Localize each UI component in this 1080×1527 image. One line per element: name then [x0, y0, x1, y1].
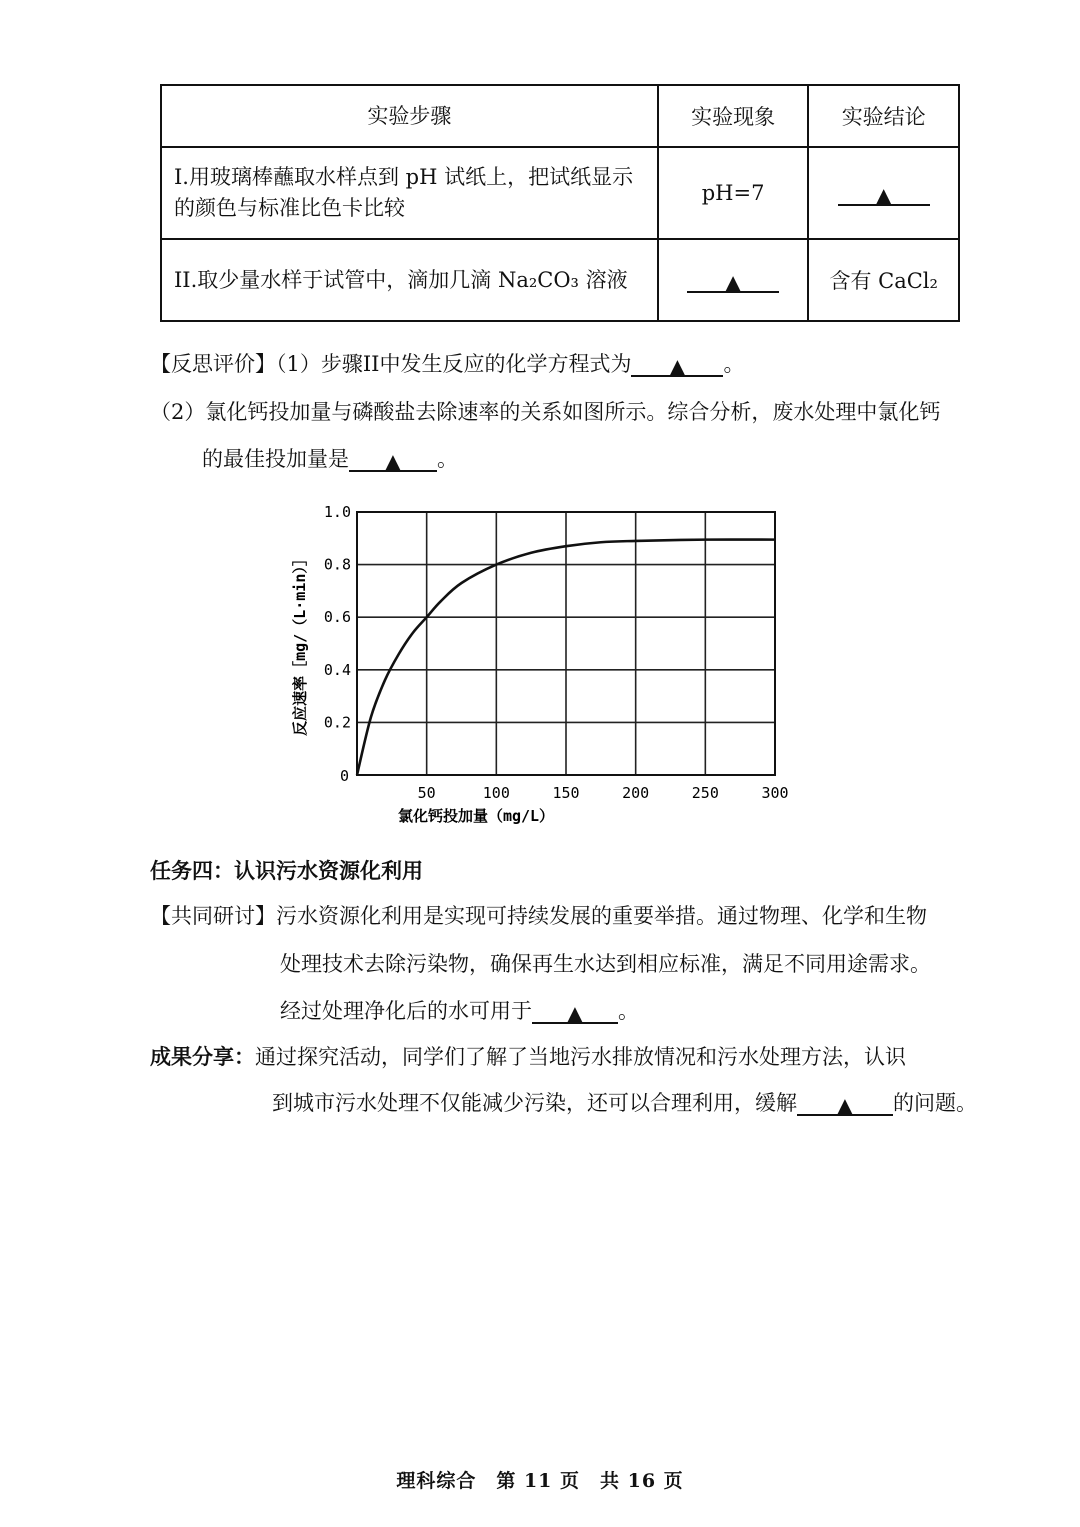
step-1-line1: I.用玻璃棒蘸取水样点到 pH 试纸上，把试纸显示 [174, 165, 634, 189]
page-footer: 理科综合 第 11 页 共 16 页 [396, 1470, 684, 1492]
step-1-line2: 的颜色与标准比色卡比较 [174, 196, 405, 220]
answer-blank[interactable] [687, 269, 779, 293]
answer-blank[interactable] [532, 1000, 618, 1024]
result-label: 成果分享： [150, 1044, 255, 1069]
discuss-line3: 经过处理净化后的水可用于 ▲ 。 [280, 999, 639, 1025]
y-tick-label: 0.8 [323, 555, 351, 574]
discuss-line1: 【共同研讨】污水资源化利用是实现可持续发展的重要举措。通过物理、化学和生物 [150, 904, 927, 928]
reflection-q1: 【反思评价】（1）步骤II中发生反应的化学方程式为 ▲ 。 [150, 352, 745, 378]
reflection-q1-text: （1）步骤II中发生反应的化学方程式为 [276, 352, 632, 376]
table-row [161, 239, 959, 321]
x-axis-label: 氯化钙投加量（mg/L） [397, 807, 555, 825]
task4-title: 任务四：认识污水资源化利用 [150, 858, 423, 883]
y-tick-label: 1.0 [323, 503, 351, 521]
discuss-line2: 处理技术去除污染物，确保再生水达到相应标准，满足不同用途需求。 [280, 952, 931, 976]
discuss-label: 【共同研讨】 [150, 904, 276, 928]
triangle-icon: ▲ [875, 182, 892, 207]
x-tick-label: 50 [417, 784, 436, 802]
conclusion-1-cell [808, 147, 959, 239]
y-axis-label: 反应速率［mg/（L·min）］ [291, 551, 309, 736]
x-tick-label: 150 [552, 784, 580, 802]
x-tick-label: 250 [691, 784, 719, 802]
answer-blank[interactable] [838, 182, 930, 206]
table-row [161, 147, 959, 239]
triangle-icon: ▲ [725, 269, 741, 294]
triangle-icon: ▲ [669, 354, 686, 378]
origin-label: 0 [339, 767, 349, 785]
answer-blank[interactable] [631, 353, 723, 377]
y-tick-label: 0.2 [323, 713, 351, 732]
experiment-table [160, 84, 960, 322]
table-header-row [161, 85, 959, 147]
header-phenomenon: 实验现象 [658, 85, 809, 147]
triangle-icon: ▲ [567, 1001, 583, 1025]
result-line2: 到城市污水处理不仅能减少污染，还可以合理利用，缓解 ▲ 的问题。 [272, 1091, 977, 1117]
answer-blank[interactable] [349, 448, 437, 472]
triangle-icon: ▲ [837, 1093, 853, 1117]
answer-blank[interactable] [797, 1092, 893, 1116]
result-line1: 成果分享：通过探究活动，同学们了解了当地污水排放情况和污水处理方法，认识 [150, 1044, 906, 1069]
triangle-icon: ▲ [385, 449, 401, 473]
conclusion-2: 含有 CaCl₂ [808, 239, 959, 321]
rate-chart [280, 495, 810, 835]
step-2: II.取少量水样于试管中，滴加几滴 Na₂CO₃ 溶液 [161, 239, 658, 321]
phenomenon-2-cell [658, 239, 809, 321]
y-tick-label: 0.6 [323, 608, 351, 627]
reflection-q2-line1: （2）氯化钙投加量与磷酸盐去除速率的关系如图所示。综合分析，废水处理中氯化钙 [150, 400, 941, 424]
phenomenon-1: pH=7 [658, 147, 809, 239]
header-conclusion: 实验结论 [808, 85, 959, 147]
header-step: 实验步骤 [161, 85, 658, 147]
reflection-q2-line2: 的最佳投加量是 ▲ 。 [202, 447, 458, 473]
reflection-label: 【反思评价】 [150, 352, 276, 376]
y-tick-label: 0.4 [323, 660, 351, 679]
x-tick-label: 200 [622, 784, 650, 802]
x-tick-label: 100 [482, 784, 510, 802]
x-tick-label: 300 [761, 784, 789, 802]
step-1-cell [161, 147, 658, 239]
